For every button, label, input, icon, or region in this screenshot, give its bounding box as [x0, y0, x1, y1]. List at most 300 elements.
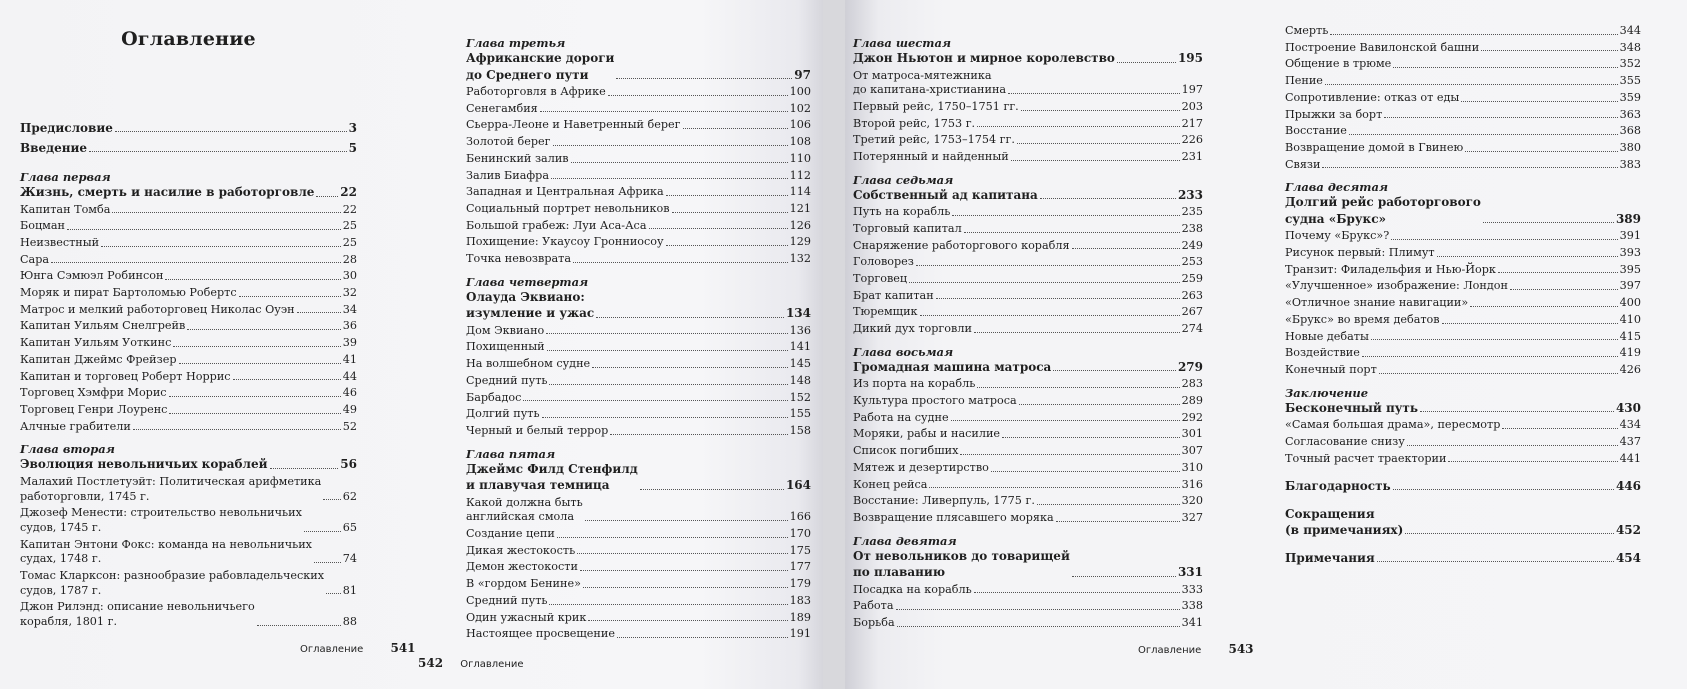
chapter-label: Глава первая	[20, 170, 111, 184]
chapter-label: Глава пятая	[466, 446, 556, 461]
toc-column-4	[1285, 22, 1641, 566]
toc-entry-title: Похищенный	[466, 340, 545, 354]
toc-column-3	[853, 28, 1203, 631]
leader-dots	[1391, 239, 1617, 240]
toc-entry-page: 32	[342, 286, 357, 300]
section-entry	[853, 377, 1203, 392]
leader-dots	[101, 246, 341, 247]
toc-entry-title: Социальный портрет невольников	[466, 201, 670, 215]
toc-entry-title: Большой грабеж: Луи Аса-Аса	[466, 218, 647, 232]
toc-entry-page: 175	[789, 543, 811, 557]
leader-dots	[1019, 404, 1180, 405]
leader-dots	[977, 387, 1179, 388]
toc-entry-page: 148	[789, 373, 811, 387]
toc-entry-page: 279	[1177, 359, 1203, 374]
toc-entry-page: 217	[1181, 116, 1203, 130]
toc-entry-page: 129	[789, 235, 811, 249]
toc-entry-page: 81	[342, 583, 357, 597]
leader-dots	[549, 604, 787, 605]
section-entry	[853, 222, 1203, 237]
chapter-title-entry	[466, 289, 811, 322]
leader-dots	[1465, 151, 1617, 152]
leader-dots	[542, 417, 788, 418]
section-entry	[20, 370, 357, 385]
chapter-title-entry	[853, 548, 1203, 581]
toc-entry-page: 28	[342, 252, 357, 266]
leader-dots	[991, 471, 1180, 472]
toc-entry-title: «Брукс» во время дебатов	[1285, 312, 1440, 326]
leader-dots	[1056, 521, 1180, 522]
leader-dots	[583, 587, 788, 588]
section-entry	[1285, 41, 1641, 56]
toc-entry-title: Жизнь, смерть и насилие в работорговле	[20, 185, 315, 199]
section-entry	[466, 202, 811, 217]
toc-entry-page: 259	[1181, 272, 1203, 286]
toc-entry-title: Пение	[1285, 74, 1323, 88]
section-entry	[20, 353, 357, 368]
section-entry	[1285, 313, 1641, 328]
toc-entry-title: Алчные грабители	[20, 419, 131, 433]
toc-entry-title: Средний путь	[466, 593, 548, 607]
leader-dots	[596, 317, 784, 318]
section-entry	[853, 272, 1203, 287]
section-entry	[1285, 246, 1641, 261]
section-entry	[466, 340, 811, 355]
leader-dots	[1407, 445, 1618, 446]
section-entry	[466, 374, 811, 389]
leader-dots	[1393, 489, 1614, 490]
leader-dots	[1021, 110, 1180, 111]
footer-left	[300, 641, 416, 655]
section-entry	[466, 235, 811, 250]
leader-dots	[257, 625, 341, 626]
section-entry	[466, 627, 811, 642]
section-entry	[853, 117, 1203, 132]
leader-dots	[1322, 167, 1617, 168]
section-entry	[1285, 346, 1641, 361]
toc-entry-page: 155	[789, 407, 811, 421]
toc-entry-title: Конец рейса	[853, 477, 928, 491]
leader-dots	[672, 212, 788, 213]
toc-entry-page: 249	[1181, 238, 1203, 252]
toc-entry-title: Дом Эквиано	[466, 323, 545, 337]
leader-dots	[577, 553, 787, 554]
section-entry	[20, 253, 357, 268]
section-entry	[1285, 229, 1641, 244]
left-page	[0, 0, 823, 689]
leader-dots	[1405, 533, 1614, 534]
section-entry	[20, 506, 357, 535]
toc-entry-page: 389	[1615, 211, 1641, 226]
section-entry	[466, 391, 811, 406]
section-entry	[1285, 74, 1641, 89]
toc-entry-title: Борьба	[853, 616, 895, 630]
section-entry	[466, 135, 811, 150]
chapter-label: Глава третья	[466, 36, 566, 50]
leader-dots	[1349, 134, 1618, 135]
section-entry	[853, 322, 1203, 337]
section-entry	[1285, 279, 1641, 294]
leader-dots	[270, 468, 339, 469]
toc-entry-title: Барбадос	[466, 390, 522, 404]
leader-dots	[179, 363, 341, 364]
toc-entry-title: От матроса-мятежника до капитана-христианина	[853, 68, 1007, 97]
toc-entry-page: 380	[1619, 140, 1641, 154]
chapter-title-entry	[853, 50, 1203, 67]
section-entry	[20, 303, 357, 318]
section-entry	[466, 118, 811, 133]
toc-entry-title: Сокращения (в примечаниях)	[1285, 507, 1404, 538]
leader-dots	[1040, 198, 1176, 199]
section-entry	[1285, 91, 1641, 106]
toc-entry-page: 3	[348, 121, 357, 135]
toc-entry-page: 307	[1181, 444, 1203, 458]
major-entry	[20, 140, 357, 156]
toc-entry-page: 452	[1615, 523, 1641, 538]
toc-entry-page: 289	[1181, 394, 1203, 408]
leader-dots	[112, 212, 340, 213]
section-entry	[1285, 263, 1641, 278]
chapter-title-entry	[466, 50, 811, 83]
toc-entry-page: 36	[342, 319, 357, 333]
toc-entry-title: Малахий Постлетуэйт: Политическая арифметика работорговли, 1745 г.	[20, 474, 322, 503]
toc-entry-page: 126	[789, 218, 811, 232]
section-entry	[1285, 296, 1641, 311]
section-entry	[20, 236, 357, 251]
toc-entry-page: 426	[1619, 362, 1641, 376]
footer-label: Оглавление	[300, 644, 364, 655]
toc-entry-title: Томас Кларксон: разнообразие рабовладельческих судов, 1787 г.	[20, 569, 325, 597]
toc-entry-page: 400	[1619, 296, 1641, 310]
section-entry	[20, 600, 357, 629]
leader-dots	[573, 262, 788, 263]
toc-entry-page: 316	[1181, 477, 1203, 491]
section-entry	[466, 219, 811, 234]
section-entry	[20, 286, 357, 301]
leader-dots	[67, 229, 341, 230]
toc-col2-body	[466, 36, 811, 642]
footer-label-2: Оглавление	[460, 659, 524, 670]
toc-entry-title: Дикий дух торговли	[853, 322, 972, 336]
toc-entry-page: 56	[340, 457, 357, 472]
chapter-title-entry	[853, 359, 1203, 376]
leader-dots	[1510, 289, 1618, 290]
section-entry	[20, 203, 357, 218]
toc-entry-title: Капитан Энтони Фокс: команда на невольничьих судах, 1748 г.	[20, 537, 312, 566]
toc-entry-title: Построение Вавилонской башни	[1285, 40, 1480, 54]
section-entry	[20, 475, 357, 504]
leader-dots	[557, 537, 788, 538]
toc-entry-title: Джозеф Менести: строительство невольничьих судов, 1745 г.	[20, 506, 302, 534]
toc-entry-title: Головорез	[853, 255, 914, 269]
section-entry	[466, 544, 811, 559]
toc-entry-title: Олауда Эквиано: изумление и ужас	[466, 289, 595, 321]
leader-dots	[964, 232, 1180, 233]
leader-dots	[1448, 461, 1617, 462]
section-entry	[20, 219, 357, 234]
toc-entry-title: Работорговля в Африке	[466, 85, 606, 98]
section-entry	[853, 150, 1203, 165]
toc-entry-title: От невольников до товарищей по плаванию	[853, 548, 1070, 580]
toc-entry-title: Благодарность	[1285, 479, 1391, 494]
toc-col4-body	[1285, 24, 1641, 566]
chapter-label: Глава седьмая	[853, 172, 954, 187]
toc-entry-page: 235	[1181, 205, 1203, 219]
toc-entry-title: Бесконечный путь	[1285, 400, 1419, 415]
section-entry	[853, 239, 1203, 254]
page-title: Оглавление	[121, 28, 256, 50]
toc-entry-title: Матрос и мелкий работорговец Николас Оуэн	[20, 302, 295, 316]
toc-entry-page: 62	[342, 489, 357, 503]
leader-dots	[169, 396, 341, 397]
leader-dots	[592, 367, 787, 368]
section-entry	[466, 169, 811, 184]
toc-entry-page: 191	[789, 627, 811, 641]
section-entry	[20, 538, 357, 567]
section-entry	[466, 424, 811, 439]
section-entry	[1285, 57, 1641, 72]
leader-dots	[133, 429, 341, 430]
toc-entry-title: Примечания	[1285, 551, 1375, 566]
toc-entry-title: Транзит: Филадельфия и Нью-Йорк	[1285, 262, 1496, 276]
toc-entry-title: Создание цепи	[466, 527, 555, 541]
chapter-title-entry	[20, 456, 357, 473]
leader-dots	[239, 296, 341, 297]
toc-entry-title: Первый рейс, 1750–1751 гг.	[853, 99, 1019, 113]
toc-entry-page: 132	[789, 252, 811, 266]
toc-entry-page: 327	[1181, 510, 1203, 524]
section-entry	[1285, 141, 1641, 156]
leader-dots	[1072, 248, 1180, 249]
toc-entry-title: Точка невозврата	[466, 252, 572, 266]
toc-entry-page: 310	[1181, 460, 1203, 474]
leader-dots	[316, 196, 338, 197]
leader-dots	[666, 195, 788, 196]
leader-dots	[571, 162, 788, 163]
toc-entry-page: 395	[1619, 262, 1641, 276]
major-entry	[1285, 506, 1641, 538]
toc-entry-page: 108	[789, 135, 811, 149]
toc-entry-page: 74	[342, 552, 357, 566]
toc-entry-title: Торговец	[853, 272, 908, 286]
toc-entry-page: 158	[789, 423, 811, 437]
section-entry	[466, 496, 811, 525]
section-entry	[466, 152, 811, 167]
leader-dots	[1362, 356, 1618, 357]
leader-dots	[1002, 437, 1180, 438]
toc-column-1	[20, 28, 357, 630]
leader-dots	[169, 413, 340, 414]
chapter-label: Глава девятая	[853, 533, 957, 548]
toc-entry-title: Второй рейс, 1753 г.	[853, 116, 976, 130]
toc-entry-title: «Самая большая драма», пересмотр	[1285, 418, 1501, 432]
toc-entry-page: 110	[789, 151, 811, 165]
toc-entry-page: 22	[342, 202, 357, 216]
leader-dots	[1442, 323, 1618, 324]
toc-entry-title: На волшебном судне	[466, 357, 591, 371]
section-entry	[466, 357, 811, 372]
toc-entry-page: 233	[1177, 187, 1203, 202]
chapter-title-entry	[466, 461, 811, 494]
section-entry	[1285, 330, 1641, 345]
section-entry	[20, 319, 357, 334]
right-page	[845, 0, 1687, 689]
toc-entry-title: Западная и Центральная Африка	[466, 185, 664, 199]
toc-entry-page: 134	[785, 306, 811, 321]
toc-entry-title: Капитан Томба	[20, 202, 111, 216]
toc-entry-page: 136	[789, 323, 811, 337]
toc-entry-page: 100	[789, 85, 811, 98]
toc-entry-title: Работа на судне	[853, 410, 949, 424]
section-entry	[466, 611, 811, 626]
major-entry	[1285, 550, 1641, 566]
leader-dots	[585, 520, 788, 521]
toc-entry-title: Почему «Брукс»?	[1285, 229, 1390, 243]
toc-entry-title: Средний путь	[466, 373, 548, 387]
section-entry	[20, 403, 357, 418]
leader-dots	[1053, 370, 1176, 371]
chapter-title-entry	[1285, 400, 1641, 417]
toc-entry-page: 383	[1619, 157, 1641, 171]
toc-entry-title: Торговый капитал	[853, 221, 962, 235]
chapter-title-entry	[20, 184, 357, 201]
toc-entry-title: Конечный порт	[1285, 362, 1377, 376]
toc-entry-page: 263	[1181, 288, 1203, 302]
leader-dots	[916, 265, 1180, 266]
leader-dots	[547, 350, 788, 351]
toc-entry-page: 331	[1177, 565, 1203, 580]
section-entry	[1285, 435, 1641, 450]
toc-entry-title: Путь на корабль	[853, 205, 951, 219]
leader-dots	[640, 489, 784, 490]
section-entry	[853, 511, 1203, 526]
leader-dots	[187, 329, 340, 330]
toc-entry-page: 197	[1181, 83, 1203, 97]
section-entry	[466, 560, 811, 575]
toc-entry-title: Воздействие	[1285, 346, 1360, 360]
toc-entry-page: 437	[1619, 434, 1641, 448]
toc-entry-page: 106	[789, 118, 811, 132]
toc-entry-title: Третий рейс, 1753–1754 гг.	[853, 133, 1015, 147]
toc-entry-page: 415	[1619, 329, 1641, 343]
toc-entry-page: 44	[342, 369, 357, 383]
section-entry	[1285, 418, 1641, 433]
section-entry	[853, 411, 1203, 426]
toc-entry-title: Прыжки за борт	[1285, 107, 1383, 121]
section-entry	[20, 336, 357, 351]
toc-entry-title: Африканские дороги до Среднего пути	[466, 51, 615, 82]
leader-dots	[326, 593, 341, 594]
section-entry	[853, 100, 1203, 115]
section-entry	[466, 407, 811, 422]
toc-entry-title: Капитан Уильям Уоткинс	[20, 336, 172, 350]
leader-dots	[1483, 222, 1614, 223]
chapter-label: Глава четвертая	[466, 274, 589, 289]
leader-dots	[610, 434, 787, 435]
section-entry	[853, 427, 1203, 442]
toc-entry-title: Потерянный и найденный	[853, 150, 1009, 164]
toc-entry-page: 454	[1615, 551, 1641, 566]
toc-entry-title: Капитан Уильям Снелгрейв	[20, 319, 186, 333]
major-entry	[1285, 478, 1641, 494]
toc-entry-title: Один ужасный крик	[466, 610, 587, 624]
leader-dots	[896, 609, 1180, 610]
toc-entry-title: Демон жестокости	[466, 560, 578, 574]
toc-entry-title: Торговец Хэмфри Морис	[20, 386, 167, 400]
toc-entry-page: 88	[342, 615, 357, 629]
toc-entry-page: 152	[789, 390, 811, 404]
section-entry	[466, 85, 811, 100]
section-entry	[853, 255, 1203, 270]
leader-dots	[1502, 428, 1617, 429]
toc-entry-title: Долгий рейс работоргового судна «Брукс»	[1285, 195, 1481, 226]
toc-entry-title: Джеймс Филд Стенфилд и плавучая темница	[466, 461, 638, 493]
section-entry	[1285, 124, 1641, 139]
toc-entry-page: 410	[1619, 312, 1641, 326]
section-entry	[1285, 363, 1641, 378]
section-entry	[853, 69, 1203, 98]
toc-entry-page: 102	[789, 101, 811, 115]
toc-entry-title: Джон Рилэнд: описание невольничьего корабля, 1801 г.	[20, 600, 255, 629]
toc-entry-title: Смерть	[1285, 24, 1329, 37]
leader-dots	[588, 620, 787, 621]
leader-dots	[580, 570, 788, 571]
toc-entry-page: 274	[1181, 322, 1203, 336]
footer-page-number: 541	[390, 641, 416, 655]
toc-entry-title: Моряки, рабы и насилие	[853, 427, 1001, 441]
toc-entry-title: Введение	[20, 141, 88, 155]
toc-entry-title: Рисунок первый: Плимут	[1285, 246, 1435, 260]
leader-dots	[173, 346, 340, 347]
leader-dots	[1072, 576, 1176, 577]
toc-entry-page: 341	[1181, 616, 1203, 630]
footer-page-number: 543	[1228, 642, 1254, 656]
toc-entry-title: Точный расчет траектории	[1285, 451, 1447, 465]
section-entry	[20, 569, 357, 598]
leader-dots	[297, 312, 341, 313]
toc-entry-page: 226	[1181, 133, 1203, 147]
toc-column-2	[466, 28, 811, 642]
toc-entry-title: Общение в трюме	[1285, 57, 1392, 71]
leader-dots	[666, 245, 788, 246]
section-entry	[466, 102, 811, 117]
section-entry	[853, 494, 1203, 509]
toc-entry-title: Посадка на корабль	[853, 582, 972, 596]
leader-dots	[89, 151, 347, 152]
toc-entry-page: 25	[342, 219, 357, 233]
section-entry	[466, 527, 811, 542]
toc-entry-page: 114	[789, 185, 811, 199]
toc-entry-page: 430	[1615, 400, 1641, 415]
toc-entry-page: 52	[342, 419, 357, 433]
section-entry	[853, 616, 1203, 631]
toc-entry-page: 391	[1619, 229, 1641, 243]
leader-dots	[1117, 62, 1176, 63]
toc-entry-title: Связи	[1285, 157, 1321, 171]
toc-entry-title: Работа	[853, 599, 894, 613]
toc-entry-page: 166	[789, 510, 811, 524]
leader-dots	[1498, 272, 1618, 273]
toc-entry-page: 97	[794, 67, 811, 82]
leader-dots	[165, 279, 340, 280]
toc-entry-title: Моряк и пират Бартоломью Робертс	[20, 286, 237, 300]
toc-entry-page: 164	[785, 478, 811, 493]
leader-dots	[546, 333, 787, 334]
leader-dots	[608, 95, 788, 96]
toc-col1-body	[20, 120, 357, 630]
toc-entry-title: Сенегамбия	[466, 101, 538, 115]
toc-entry-page: 446	[1615, 479, 1641, 494]
